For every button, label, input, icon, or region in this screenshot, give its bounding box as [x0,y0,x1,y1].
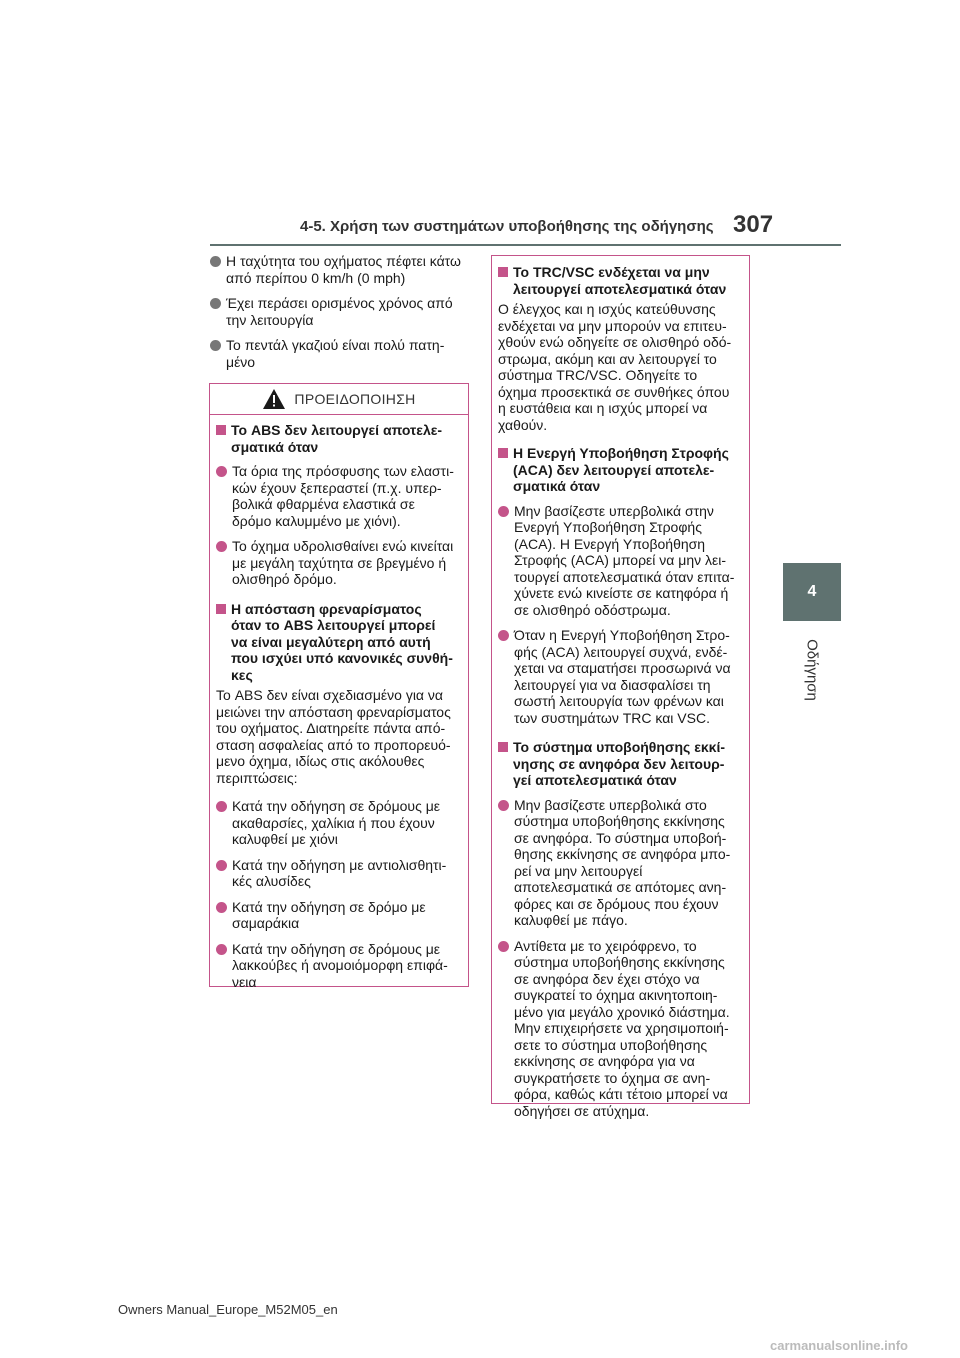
square-bullet-icon [498,448,508,458]
bullet-text: Κατά την οδήγηση σε δρόμους με λακκούβες ή ανομοιόμορφη επιφά- νεια [232,940,448,990]
right-warning-box [491,255,750,1119]
footer-text: Owners Manual_Europe_M52M05_en [118,1302,338,1317]
bullet-dot-icon [498,941,509,952]
intro-list [210,253,466,379]
bullet-dot-icon [216,902,227,913]
list-item [498,797,741,929]
section-heading [498,739,741,789]
section-heading [498,445,741,495]
paragraph: Το ABS δεν είναι σχεδιασμένο για να μειώνει την απόσταση φρεναρίσματος του οχήματος. Διατηρείτε πάντα από- σταση ασφαλείας από το προπορευό- μενο όχημα, ιδίως στις ακόλουθες περιπτώσεις: [216,687,451,786]
list-item [210,253,466,286]
list-item [498,503,741,619]
bullet-dot-icon [210,340,221,351]
chapter-label: Οδήγηση [803,639,821,701]
list-item [498,938,741,1120]
bullet-text: Η ταχύτητα του οχήματος πέφτει κάτω από περίπου 0 km/h (0 mph) [226,253,461,286]
list-item [216,899,460,932]
heading-text: Η απόσταση φρεναρίσματος όταν το ABS λειτουργεί μπορεί να είναι μεγαλύτερη από αυτή που ισχύει υπό κανονικές συνθή- κες [231,600,453,683]
bullet-text: Μην βασίζεστε υπερβολικά στο σύστημα υποβοήθησης εκκίνησης σε ανηφόρα. Το σύστημα υποβοή- θησης εκκίνησης σε ανηφόρα μπο- ρεί να μην λειτουργεί αποτελεσματικά σε απότομες ανη- φόρες και σε δρόμους που έχουν καλυφθεί με πάγο. [514,796,731,928]
bullet-dot-icon [216,541,227,552]
chapter-tab[interactable]: 4 [783,563,841,621]
bullet-dot-icon [498,800,509,811]
heading-text: Το σύστημα υποβοήθησης εκκί- νησης σε ανηφόρα δεν λειτουρ- γεί αποτελεσματικά όταν [513,739,726,788]
section-heading [498,264,741,297]
watermark[interactable]: carmanualsonline.info [770,1338,908,1353]
section-heading [216,601,460,684]
bullet-text: Όταν η Ενεργή Υποβοήθηση Στρο- φής (ACA) λειτουργεί συχνά, ενδέ- χεται να σταματήσει προσωρινά να λειτουργεί για να διασφαλίσει τη σωστή λειτουργία των φρένων και των συστημάτων TRC και VSC. [514,627,731,726]
bullet-text: Κατά την οδήγηση σε δρόμους με ακαθαρσίες, χαλίκια ή που έχουν καλυφθεί με χιόνι [232,798,441,847]
page-number: 307 [733,211,774,238]
square-bullet-icon [498,267,508,277]
bullet-dot-icon [216,944,227,955]
header-title: 4-5. Χρήση των συστημάτων υποβοήθησης της οδήγησης [300,218,714,235]
bullet-text: Τα όρια της πρόσφυσης των ελαστι- κών έχουν ξεπεραστεί (π.χ. υπερ- βολικά φθαρμένα ελαστικά σε δρόμο καλυμμένο με χιόνι). [232,463,454,529]
list-item [216,798,460,848]
list-item [498,627,741,726]
bullet-text: Το όχημα υδρολισθαίνει ενώ κινείται με μεγάλη ταχύτητα σε βρεγμένο ή ολισθηρό δρόμο. [232,538,454,587]
bullet-text: Το πεντάλ γκαζιού είναι πολύ πατη- μένο [226,337,445,370]
square-bullet-icon [216,425,226,435]
warning-box [209,383,469,990]
heading-text: Το TRC/VSC ενδέχεται να μην λειτουργεί αποτελεσματικά όταν [513,264,727,297]
bullet-text: Αντίθετα με το χειρόφρενο, το σύστημα υποβοήθησης εκκίνησης σε ανηφόρα δεν έχει στόχο να συγκρατεί το όχημα ακινητοποιη- μένο για μεγάλο χρονικό διάστημα. Μην επιχειρήσετε να χρησιμοποιή- σετε το σύστημα υποβοήθησης εκκίνησης σε ανηφόρα για να συγκρατήσετε το όχημα σε ανη- φόρα, καθώς κάτι τέτοιο μπορεί να οδηγήσει σε ατύχημα. [514,937,730,1119]
bullet-text: Έχει περάσει ορισμένος χρόνος από την λειτουργία [226,295,453,328]
warning-triangle-icon [262,388,286,410]
bullet-dot-icon [216,801,227,812]
bullet-dot-icon [216,860,227,871]
heading-text: Το ABS δεν λειτουργεί αποτελε- σματικά όταν [231,422,443,455]
warning-title: ΠΡΟΕΙΔΟΠΟΙΗΣΗ [294,391,416,407]
square-bullet-icon [216,604,226,614]
list-item [210,295,466,328]
bullet-dot-icon [216,466,227,477]
warning-header [210,384,468,415]
bullet-dot-icon [210,298,221,309]
square-bullet-icon [498,742,508,752]
bullet-text: Κατά την οδήγηση σε δρόμο με σαμαράκια [232,898,426,931]
paragraph: Ο έλεγχος και η ισχύς κατεύθυνσης ενδέχεται να μην μπορούν να επιτευ- χθούν ενώ οδηγείτε σε ολισθηρό οδό- στρωμα, ακόμη και αν λειτουργεί το σύστημα TRC/VSC. Οδηγείτε το όχημα προσεκτικά σε συνθήκες όπου η ευστάθεια και η ισχύς μπορεί να χαθούν. [498,301,732,433]
bullet-dot-icon [498,506,509,517]
bullet-text: Μην βασίζεστε υπερβολικά στην Ενεργή Υποβοήθηση Στροφής (ACA). Η Ενεργή Υποβοήθηση Στροφής (ACA) μπορεί να μην λει- τουργεί αποτελεσματικά όταν επιτα- χύνετε ενώ κινείστε σε κατηφόρα ή σε ολισθηρό οδόστρωμα. [514,502,735,618]
list-item [216,463,460,529]
heading-text: Η Ενεργή Υποβοήθηση Στροφής (ACA) δεν λειτουργεί αποτελε- σματικά όταν [513,445,729,494]
bullet-dot-icon [210,256,221,267]
bullet-text: Κατά την οδήγηση με αντιολισθητι- κές αλυσίδες [232,856,447,889]
list-item [216,941,460,991]
list-item [210,337,466,370]
section-heading [216,422,460,455]
warning-body [210,415,468,1005]
bullet-dot-icon [498,630,509,641]
header-rule [210,244,841,246]
list-item [216,538,460,588]
list-item [216,857,460,890]
